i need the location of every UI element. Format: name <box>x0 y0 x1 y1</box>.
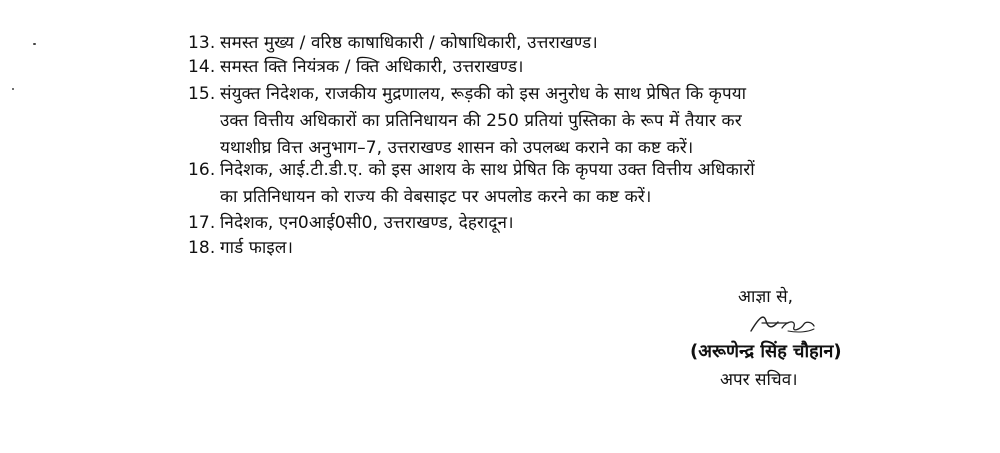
distribution-item-18 <box>188 235 968 262</box>
item-number: 16. <box>188 160 216 180</box>
item-number: 18. <box>188 238 216 258</box>
item-line <box>188 30 968 57</box>
signoff-block <box>660 286 900 406</box>
item-text: संयुक्त निदेशक, राजकीय मुद्रणालय, रूड़की को इस अनुरोध के साथ प्रेषित कि कृपया <box>220 84 747 104</box>
handwritten-signature <box>748 310 818 336</box>
item-number: 13. <box>188 33 216 53</box>
distribution-item-15 <box>188 81 968 162</box>
item-text: समस्त मुख्य / वरिष्ठ काषाधिकारी / कोषाधिकारी, उत्तराखण्ड। <box>220 33 598 53</box>
distribution-item-16 <box>188 157 968 211</box>
item-text: का प्रतिनिधायन को राज्य की वेबसाइट पर अपलोड करने का कष्ट करें। <box>220 187 652 207</box>
item-line <box>188 81 968 108</box>
item-text: समस्त क्ति नियंत्रक / क्ति अधिकारी, उत्तराखण्ड। <box>220 57 524 77</box>
item-line <box>188 184 968 211</box>
item-line <box>188 108 968 135</box>
scan-speck <box>33 43 36 45</box>
item-text: उक्त वित्तीय अधिकारों का प्रतिनिधायन की 250 प्रतियां पुस्तिका के रूप में तैयार कर <box>220 111 742 131</box>
signatory-name: (अरूणेन्द्र सिंह चौहान) <box>690 341 842 362</box>
item-text: गार्ड फाइल। <box>220 238 293 258</box>
by-order-text: आज्ञा से, <box>738 287 793 307</box>
signatory-designation: अपर सचिव। <box>720 370 798 390</box>
distribution-item-17 <box>188 210 968 237</box>
item-number: 14. <box>188 57 216 77</box>
item-line <box>188 210 968 237</box>
item-number: 17. <box>188 213 216 233</box>
item-number: 15. <box>188 84 216 104</box>
item-line <box>188 54 968 81</box>
item-line <box>188 157 968 184</box>
item-line <box>188 235 968 262</box>
distribution-item-13 <box>188 30 968 57</box>
scan-speck <box>12 88 14 90</box>
distribution-item-14 <box>188 54 968 81</box>
item-text: यथाशीघ्र वित्त अनुभाग–7, उत्तराखण्ड शासन को उपलब्ध कराने का कष्ट करें। <box>220 138 694 158</box>
item-text: निदेशक, एन0आई0सी0, उत्तराखण्ड, देहरादून। <box>220 213 514 233</box>
item-text: निदेशक, आई.टी.डी.ए. को इस आशय के साथ प्रेषित कि कृपया उक्त वित्तीय अधिकारों <box>220 160 755 180</box>
